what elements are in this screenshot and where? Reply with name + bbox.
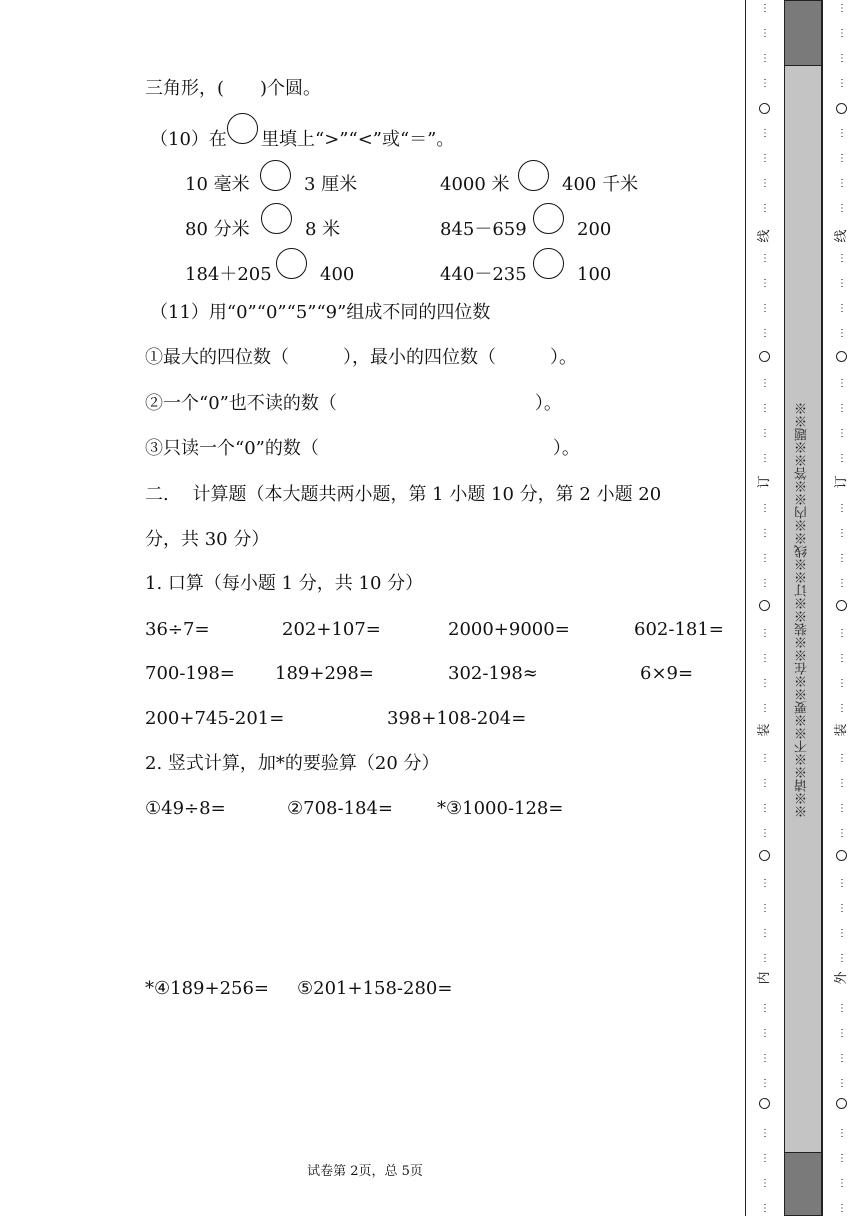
binding-hole-circle	[759, 850, 770, 861]
binding-dots: ⋮	[837, 53, 847, 64]
vertical-item: ②708-184=	[287, 798, 394, 819]
binding-dark-box-bottom	[784, 1152, 822, 1216]
binding-warning-text: ※※请※※不※※要※※在※※装※※订※※线※※内※※答※※题※※	[795, 402, 810, 818]
binding-dots: ⋮	[760, 328, 770, 339]
binding-dots: ⋮	[837, 153, 847, 164]
binding-dots: ⋮	[837, 303, 847, 314]
vertical-item: *③1000-128=	[437, 798, 564, 819]
binding-dots: ⋮	[837, 1053, 847, 1064]
binding-dots: ⋮	[837, 778, 847, 789]
compare-4-left: 845－659	[440, 219, 527, 240]
binding-dots: ⋮	[760, 803, 770, 814]
binding-dots: ⋮	[760, 903, 770, 914]
binding-label: 外	[834, 971, 849, 985]
binding-dots: ⋮	[760, 1053, 770, 1064]
binding-dots: ⋮	[837, 128, 847, 139]
binding-dots: ⋮	[760, 703, 770, 714]
binding-dots: ⋮	[760, 378, 770, 389]
binding-dots: ⋮	[760, 1078, 770, 1089]
compare-4-right: 200	[577, 219, 612, 240]
compare-2-circle[interactable]	[518, 160, 549, 191]
compare-3-right: 8 米	[305, 219, 341, 240]
compare-1-circle[interactable]	[260, 160, 291, 191]
binding-dots: ⋮	[837, 403, 847, 414]
binding-dots: ⋮	[837, 878, 847, 889]
strip-border-right	[822, 0, 823, 1216]
binding-hole-circle	[759, 600, 770, 611]
binding-dots: ⋮	[760, 303, 770, 314]
binding-hole-circle	[759, 1098, 770, 1109]
binding-dots: ⋮	[837, 1003, 847, 1014]
compare-5-circle[interactable]	[276, 248, 307, 279]
binding-dots: ⋮	[837, 553, 847, 564]
q10-label-before: （10）在	[150, 129, 227, 150]
binding-dots: ⋮	[760, 428, 770, 439]
vertical-item: ⑤201+158-280=	[297, 978, 453, 999]
binding-dots: ⋮	[837, 203, 847, 214]
binding-dots: ⋮	[760, 578, 770, 589]
binding-dots: ⋮	[837, 503, 847, 514]
binding-dots: ⋮	[760, 753, 770, 764]
oral-item: 700-198=	[145, 663, 235, 684]
binding-dots: ⋮	[837, 178, 847, 189]
binding-hole-circle	[836, 850, 847, 861]
binding-label: 线	[834, 229, 849, 243]
binding-dots: ⋮	[837, 1028, 847, 1039]
compare-2-right: 400 千米	[562, 174, 639, 195]
q10-example-circle	[227, 113, 258, 144]
binding-dark-box-top	[784, 0, 822, 66]
binding-dots: ⋮	[760, 128, 770, 139]
binding-dots: ⋮	[760, 1128, 770, 1139]
vertical-item: *④189+256=	[145, 978, 270, 999]
compare-1-right: 3 厘米	[304, 174, 358, 195]
binding-dots: ⋮	[760, 1153, 770, 1164]
q11-item-1: ①最大的四位数（ ），最小的四位数（ ）。	[145, 347, 577, 368]
binding-label: 订	[834, 475, 849, 489]
binding-dots: ⋮	[760, 53, 770, 64]
binding-label: 装	[757, 723, 772, 737]
binding-hole-circle	[836, 1098, 847, 1109]
binding-dots: ⋮	[837, 278, 847, 289]
binding-dots: ⋮	[837, 428, 847, 439]
binding-dots: ⋮	[837, 703, 847, 714]
q11-item-3: ③只读一个“0”的数（ ）。	[145, 438, 580, 459]
binding-dots: ⋮	[837, 753, 847, 764]
strip-border-left	[745, 0, 746, 1216]
binding-hole-circle	[759, 103, 770, 114]
binding-dots: ⋮	[837, 653, 847, 664]
binding-dots: ⋮	[760, 278, 770, 289]
binding-dots: ⋮	[837, 1203, 847, 1214]
oral-item: 36÷7=	[145, 619, 210, 640]
binding-hole-circle	[759, 351, 770, 362]
compare-5-left: 184＋205	[185, 264, 272, 285]
binding-dots: ⋮	[837, 928, 847, 939]
page-footer: 试卷第 2页，总 5页	[307, 1164, 423, 1179]
binding-dots: ⋮	[837, 528, 847, 539]
binding-dots: ⋮	[837, 578, 847, 589]
binding-dots: ⋮	[760, 253, 770, 264]
oral-item: 6×9=	[640, 663, 694, 684]
binding-dots: ⋮	[760, 3, 770, 14]
binding-dots: ⋮	[760, 178, 770, 189]
binding-dots: ⋮	[760, 1178, 770, 1189]
binding-label: 内	[757, 971, 772, 985]
binding-dots: ⋮	[837, 1178, 847, 1189]
q9-tail: 三角形，( )个圆。	[145, 78, 322, 99]
binding-dots: ⋮	[837, 378, 847, 389]
compare-6-left: 440－235	[440, 264, 527, 285]
section2-heading-line1: 二. 计算题（本大题共两小题，第 1 小题 10 分，第 2 小题 20	[145, 484, 662, 505]
binding-dots: ⋮	[837, 803, 847, 814]
binding-dots: ⋮	[837, 628, 847, 639]
binding-dots: ⋮	[837, 828, 847, 839]
vertical-item: ①49÷8=	[145, 798, 226, 819]
oral-item: 302-198≈	[448, 663, 538, 684]
binding-dots: ⋮	[760, 828, 770, 839]
binding-dots: ⋮	[760, 528, 770, 539]
binding-dots: ⋮	[837, 678, 847, 689]
binding-dots: ⋮	[760, 928, 770, 939]
oral-item: 602-181=	[634, 619, 724, 640]
binding-dots: ⋮	[760, 778, 770, 789]
binding-dots: ⋮	[760, 503, 770, 514]
compare-6-circle[interactable]	[533, 248, 564, 279]
binding-dots: ⋮	[760, 653, 770, 664]
binding-dots: ⋮	[760, 678, 770, 689]
binding-dots: ⋮	[760, 878, 770, 889]
binding-dots: ⋮	[760, 28, 770, 39]
binding-label: 线	[757, 229, 772, 243]
section2-heading-line2: 分，共 30 分）	[145, 529, 270, 550]
binding-dots: ⋮	[837, 28, 847, 39]
binding-dots: ⋮	[760, 153, 770, 164]
binding-dots: ⋮	[837, 1128, 847, 1139]
binding-dots: ⋮	[760, 953, 770, 964]
compare-2-left: 4000 米	[440, 174, 510, 195]
binding-dots: ⋮	[837, 1153, 847, 1164]
binding-dots: ⋮	[760, 1203, 770, 1214]
oral-item: 189+298=	[275, 663, 374, 684]
binding-dots: ⋮	[760, 1003, 770, 1014]
binding-dots: ⋮	[760, 453, 770, 464]
compare-3-left: 80 分米	[185, 219, 250, 240]
oral-item: 200+745-201=	[145, 708, 285, 729]
q11-item-2: ②一个“0”也不读的数（ ）。	[145, 393, 562, 414]
binding-dots: ⋮	[837, 253, 847, 264]
oral-item: 398+108-204=	[387, 708, 527, 729]
oral-item: 202+107=	[282, 619, 381, 640]
binding-dots: ⋮	[760, 1028, 770, 1039]
binding-dots: ⋮	[760, 403, 770, 414]
binding-dots: ⋮	[760, 628, 770, 639]
binding-label: 装	[834, 723, 849, 737]
binding-dots: ⋮	[837, 3, 847, 14]
binding-dots: ⋮	[760, 203, 770, 214]
compare-3-circle[interactable]	[261, 203, 292, 234]
q10-label-after: 里填上“>”“<”或“＝”。	[261, 129, 455, 150]
binding-hole-circle	[836, 103, 847, 114]
binding-label: 订	[757, 475, 772, 489]
oral-title: 1. 口算（每小题 1 分，共 10 分）	[145, 573, 424, 594]
compare-6-right: 100	[577, 264, 612, 285]
vertical-title: 2. 竖式计算，加*的要验算（20 分）	[145, 753, 440, 774]
binding-dots: ⋮	[837, 903, 847, 914]
binding-dots: ⋮	[837, 1078, 847, 1089]
binding-hole-circle	[836, 351, 847, 362]
binding-dots: ⋮	[837, 953, 847, 964]
binding-hole-circle	[836, 600, 847, 611]
q11-title: （11）用“0”“0”“5”“9”组成不同的四位数	[150, 302, 491, 323]
binding-dots: ⋮	[837, 78, 847, 89]
binding-dots: ⋮	[837, 328, 847, 339]
compare-4-circle[interactable]	[533, 203, 564, 234]
compare-5-right: 400	[320, 264, 355, 285]
binding-dots: ⋮	[760, 553, 770, 564]
binding-dots: ⋮	[837, 453, 847, 464]
compare-1-left: 10 毫米	[185, 174, 250, 195]
binding-dots: ⋮	[760, 78, 770, 89]
oral-item: 2000+9000=	[448, 619, 570, 640]
